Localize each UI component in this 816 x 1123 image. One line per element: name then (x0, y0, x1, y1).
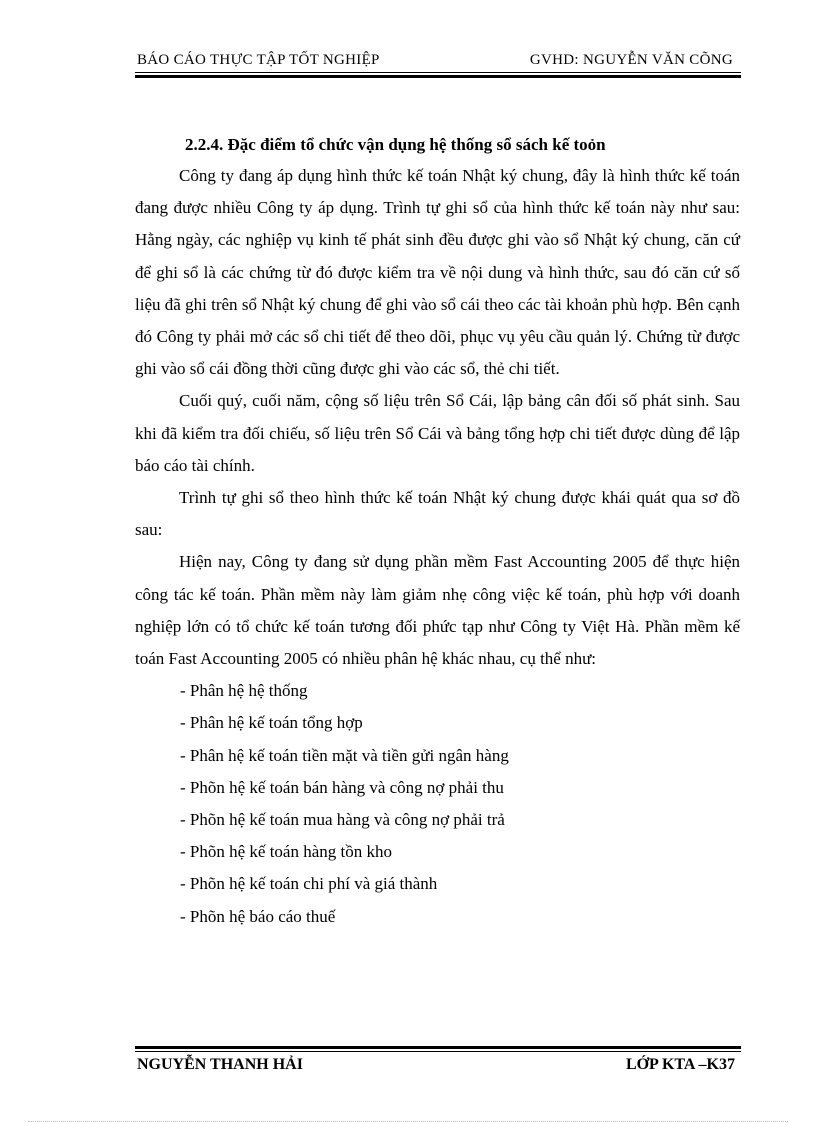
footer-divider-thick (135, 1046, 741, 1049)
module-list (135, 675, 740, 933)
header-divider-thin (135, 72, 741, 73)
paragraph: Hiện nay, Công ty đang sử dụng phần mềm Fast Accounting 2005 để thực hiện công tác kế toán. Phần mềm này làm giảm nhẹ công việc kế toán, phù hợp với doanh nghiệp lớn có tổ chức kế toán tương đối phức tạp như Công ty Việt Hà. Phần mềm kế toán Fast Accounting 2005 có nhiều phân hệ khác nhau, cụ thể như: (135, 552, 740, 669)
footer-divider-thin (135, 1051, 741, 1052)
paragraph: Cuối quý, cuối năm, cộng số liệu trên Sổ Cái, lập bảng cân đối số phát sinh. Sau khi đã kiểm tra đối chiếu, số liệu trên Sổ Cái và bảng tổng hợp chi tiết được dùng để lập báo cáo tài chính. (135, 391, 740, 475)
page-body (135, 130, 740, 933)
list-item: - Phõn hệ kế toán mua hàng và công nợ phải trả (180, 810, 505, 830)
paragraph: Trình tự ghi sổ theo hình thức kế toán Nhật ký chung được khái quát qua sơ đồ sau: (135, 488, 740, 540)
page-edge-dotted-line (28, 1121, 788, 1122)
section-heading: 2.2.4. Đặc điểm tổ chức vận dụng hệ thống sổ sách kế toỏn (185, 135, 606, 154)
paragraph: Công ty đang áp dụng hình thức kế toán Nhật ký chung, đây là hình thức kế toán đang được nhiều Công ty áp dụng. Trình tự ghi sổ của hình thức kế toán này như sau: Hằng ngày, các nghiệp vụ kinh tế phát sinh đều được ghi vào sổ Nhật ký chung, căn cứ để ghi sổ là các chứng từ đó được kiểm tra về nội dung và hình thức, sau đó căn cứ số liệu đã ghi trên sổ Nhật ký chung để ghi vào sổ cái theo các tài khoản phù hợp. Bên cạnh đó Công ty phải mở các sổ chi tiết để theo dõi, phục vụ yêu cầu quản lý. Chứng từ được ghi vào sổ cái đồng thời cũng được ghi vào các sổ, thẻ chi tiết. (135, 166, 740, 379)
header-report-title: BÁO CÁO THỰC TẬP TỐT NGHIỆP (137, 52, 380, 68)
list-item: - Phân hệ kế toán tiền mặt và tiền gửi ngân hàng (180, 745, 509, 765)
list-item: - Phõn hệ kế toán chi phí và giá thành (180, 874, 438, 894)
list-item: - Phân hệ hệ thống (180, 681, 308, 701)
list-item: - Phân hệ kế toán tổng hợp (180, 713, 363, 733)
list-item: - Phõn hệ kế toán bán hàng và công nợ phải thu (180, 777, 504, 797)
list-item: - Phõn hệ báo cáo thuế (180, 906, 336, 926)
header-supervisor: GVHD: NGUYỄN VĂN CÕNG (529, 52, 733, 68)
page-header (137, 50, 739, 70)
footer-author: NGUYỄN THANH HẢI (137, 1056, 303, 1073)
page-footer (137, 1054, 739, 1076)
footer-class: LỚP KTA –K37 (625, 1056, 735, 1073)
header-divider-thick (135, 75, 741, 78)
list-item: - Phõn hệ kế toán hàng tồn kho (180, 842, 392, 862)
